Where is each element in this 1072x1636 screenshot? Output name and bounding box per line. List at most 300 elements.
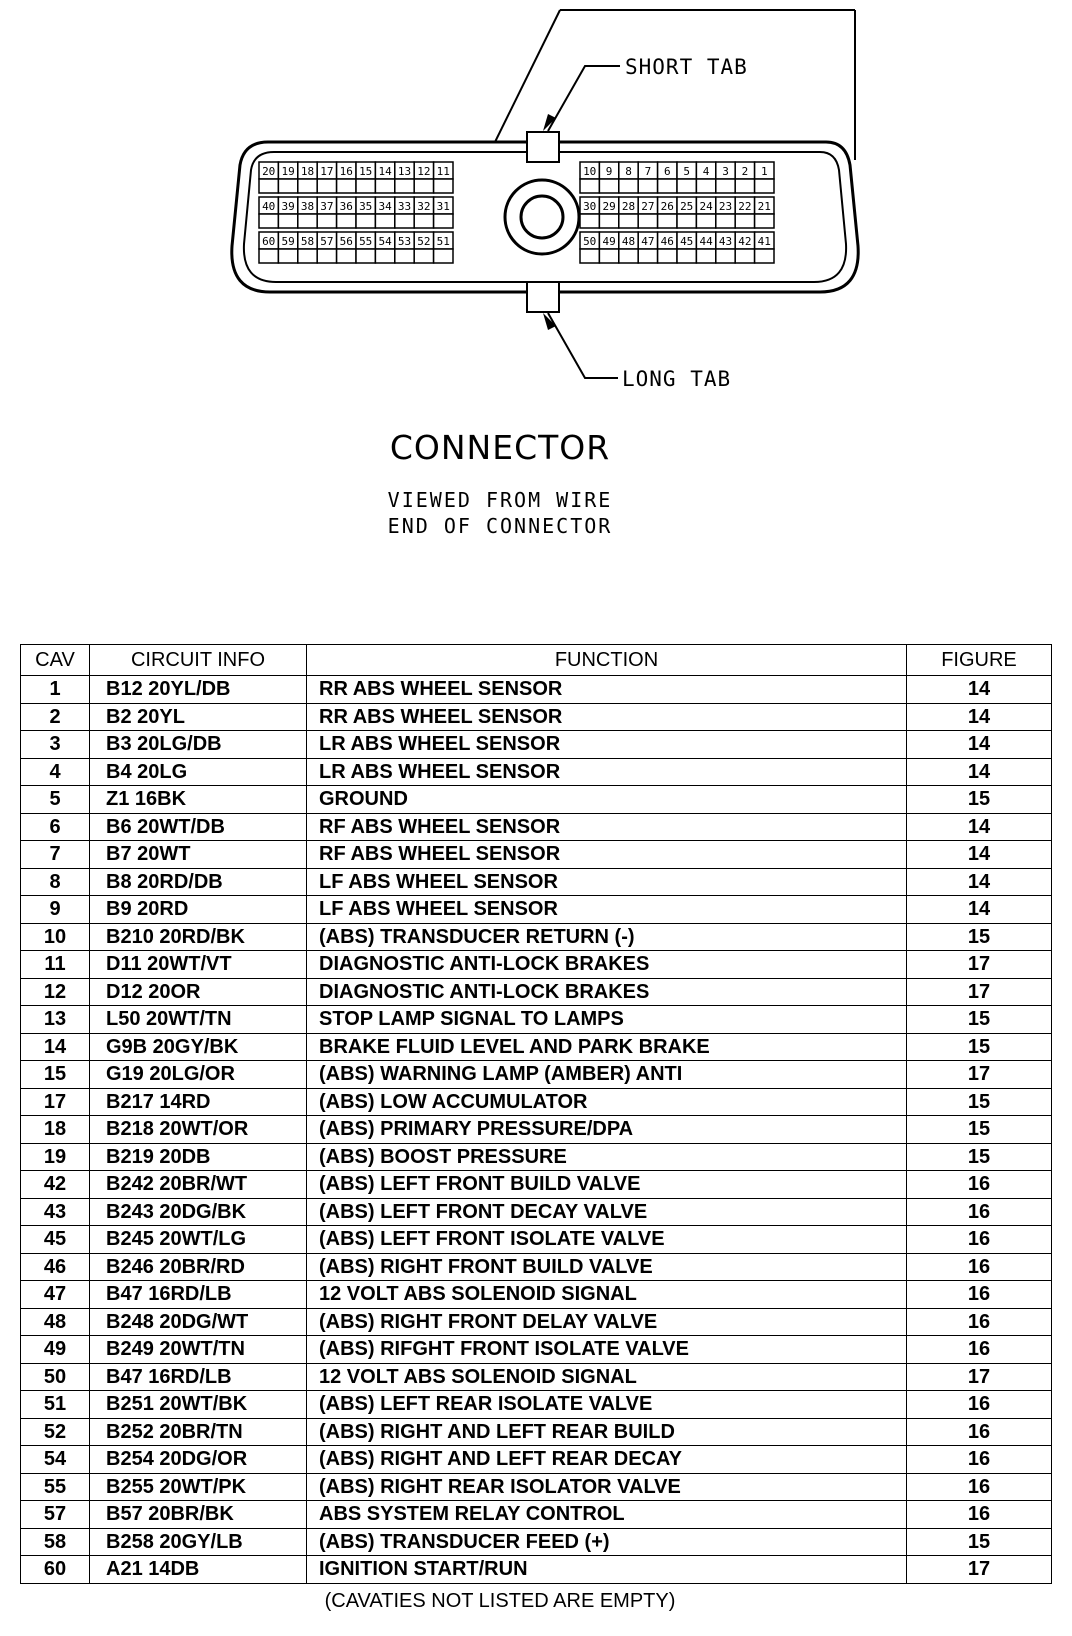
cav-cell: 1 (21, 676, 90, 704)
figure-cell: 16 (907, 1501, 1052, 1529)
pin-number-label: 59 (281, 235, 295, 248)
pin-number-label: 57 (320, 235, 334, 248)
center-post-outer (505, 180, 579, 254)
cav-cell: 3 (21, 731, 90, 759)
figure-cell: 14 (907, 676, 1052, 704)
cav-cell: 10 (21, 923, 90, 951)
connector-title: CONNECTOR (389, 428, 611, 467)
pin-number-label: 30 (583, 200, 597, 213)
cav-cell: 57 (21, 1501, 90, 1529)
circuit-cell: B242 20BR/WT (90, 1171, 307, 1199)
figure-cell: 16 (907, 1171, 1052, 1199)
table-row (21, 731, 1052, 759)
figure-cell: 14 (907, 813, 1052, 841)
figure-cell: 17 (907, 1061, 1052, 1089)
table-row (21, 841, 1052, 869)
figure-cell: 16 (907, 1391, 1052, 1419)
cav-cell: 12 (21, 978, 90, 1006)
table-row (21, 1116, 1052, 1144)
pin-number-label: 34 (378, 200, 392, 213)
center-post-inner (521, 196, 563, 238)
cav-cell: 46 (21, 1253, 90, 1281)
pin-number-label: 31 (436, 200, 450, 213)
pin-number-label: 9 (605, 165, 613, 178)
table-row (21, 1556, 1052, 1584)
short-tab-label: SHORT TAB (625, 55, 748, 79)
pin-cavity (638, 249, 657, 263)
function-cell: 12 VOLT ABS SOLENOID SIGNAL (307, 1363, 907, 1391)
table-row (21, 813, 1052, 841)
figure-cell: 16 (907, 1198, 1052, 1226)
connector-subtitle-line2: END OF CONNECTOR (387, 514, 613, 538)
figure-cell: 14 (907, 703, 1052, 731)
cav-cell: 9 (21, 896, 90, 924)
table-row (21, 1473, 1052, 1501)
table-row (21, 951, 1052, 979)
pin-cavity (619, 249, 638, 263)
circuit-cell: B57 20BR/BK (90, 1501, 307, 1529)
pin-cavity (434, 249, 453, 263)
cav-cell: 49 (21, 1336, 90, 1364)
pin-cavity (658, 214, 677, 228)
function-cell: STOP LAMP SIGNAL TO LAMPS (307, 1006, 907, 1034)
cav-cell: 11 (21, 951, 90, 979)
long-tab-label: LONG TAB (622, 367, 732, 391)
function-cell: (ABS) LEFT FRONT ISOLATE VALVE (307, 1226, 907, 1254)
function-cell: RR ABS WHEEL SENSOR (307, 676, 907, 704)
circuit-cell: G9B 20GY/BK (90, 1033, 307, 1061)
pin-number-label: 54 (378, 235, 392, 248)
function-cell: DIAGNOSTIC ANTI-LOCK BRAKES (307, 951, 907, 979)
pin-cavity (434, 214, 453, 228)
table-row (21, 758, 1052, 786)
circuit-cell: A21 14DB (90, 1556, 307, 1584)
function-cell: (ABS) LEFT FRONT BUILD VALVE (307, 1171, 907, 1199)
function-cell: LF ABS WHEEL SENSOR (307, 868, 907, 896)
pin-cavity (716, 214, 735, 228)
circuit-cell: B254 20DG/OR (90, 1446, 307, 1474)
pin-cavity (259, 214, 278, 228)
cav-cell: 45 (21, 1226, 90, 1254)
table-row (21, 1143, 1052, 1171)
pin-cavity (735, 214, 754, 228)
pin-cavity (658, 179, 677, 193)
table-row (21, 978, 1052, 1006)
figure-cell: 15 (907, 1006, 1052, 1034)
table-row (21, 1253, 1052, 1281)
figure-cell: 16 (907, 1418, 1052, 1446)
pin-number-label: 52 (417, 235, 431, 248)
cav-cell: 17 (21, 1088, 90, 1116)
circuit-cell: B218 20WT/OR (90, 1116, 307, 1144)
pin-cavity (619, 179, 638, 193)
function-cell: (ABS) LOW ACCUMULATOR (307, 1088, 907, 1116)
pin-number-label: 27 (641, 200, 655, 213)
circuit-cell: Z1 16BK (90, 786, 307, 814)
pin-cavity (658, 249, 677, 263)
figure-cell: 14 (907, 731, 1052, 759)
pin-number-label: 39 (281, 200, 295, 213)
figure-cell: 17 (907, 978, 1052, 1006)
pin-cavity (696, 179, 715, 193)
pin-cavity (375, 249, 394, 263)
cav-cell: 51 (21, 1391, 90, 1419)
circuit-cell: D12 20OR (90, 978, 307, 1006)
pin-number-label: 23 (718, 200, 733, 213)
short-tab (527, 132, 559, 162)
pin-cavity (278, 179, 297, 193)
pin-number-label: 10 (583, 165, 597, 178)
table-row (21, 786, 1052, 814)
pin-number-label: 18 (300, 165, 315, 178)
table-row (21, 1033, 1052, 1061)
circuit-cell: B2 20YL (90, 703, 307, 731)
pin-number-label: 13 (397, 165, 412, 178)
pin-number-label: 44 (699, 235, 713, 248)
circuit-cell: B245 20WT/LG (90, 1226, 307, 1254)
pin-number-label: 7 (644, 165, 652, 178)
table-row (21, 1501, 1052, 1529)
pin-number-label: 16 (339, 165, 353, 178)
pin-number-label: 46 (660, 235, 674, 248)
pin-number-label: 35 (359, 200, 373, 213)
table-row (21, 1281, 1052, 1309)
table-row (21, 923, 1052, 951)
circuit-cell: B8 20RD/DB (90, 868, 307, 896)
figure-cell: 15 (907, 1143, 1052, 1171)
pin-number-label: 60 (262, 235, 276, 248)
function-cell: (ABS) LEFT FRONT DECAY VALVE (307, 1198, 907, 1226)
circuit-cell: B248 20DG/WT (90, 1308, 307, 1336)
pin-number-label: 20 (262, 165, 276, 178)
circuit-cell: B255 20WT/PK (90, 1473, 307, 1501)
pin-number-label: 41 (757, 235, 771, 248)
cav-cell: 50 (21, 1363, 90, 1391)
figure-cell: 17 (907, 1363, 1052, 1391)
figure-cell: 17 (907, 1556, 1052, 1584)
figure-cell: 16 (907, 1226, 1052, 1254)
pin-number-label: 28 (621, 200, 636, 213)
circuit-cell: B47 16RD/LB (90, 1363, 307, 1391)
pin-number-label: 32 (417, 200, 431, 213)
pin-number-label: 43 (718, 235, 733, 248)
pin-number-label: 2 (741, 165, 749, 178)
pin-cavity (414, 214, 433, 228)
header-figure: FIGURE (907, 645, 1052, 676)
circuit-cell: B252 20BR/TN (90, 1418, 307, 1446)
circuit-cell: B249 20WT/TN (90, 1336, 307, 1364)
pin-cavity (317, 214, 336, 228)
pin-number-label: 22 (738, 200, 752, 213)
pin-cavity (580, 249, 599, 263)
table-row (21, 676, 1052, 704)
function-cell: (ABS) RIFGHT FRONT ISOLATE VALVE (307, 1336, 907, 1364)
circuit-cell: B210 20RD/BK (90, 923, 307, 951)
circuit-cell: B7 20WT (90, 841, 307, 869)
pin-cavity (638, 179, 657, 193)
figure-cell: 16 (907, 1281, 1052, 1309)
table-header-row (21, 645, 1052, 676)
cav-cell: 5 (21, 786, 90, 814)
function-cell: (ABS) LEFT REAR ISOLATE VALVE (307, 1391, 907, 1419)
table-row (21, 1446, 1052, 1474)
table-row (21, 1006, 1052, 1034)
pin-number-label: 29 (602, 200, 616, 213)
pin-number-label: 14 (378, 165, 392, 178)
pin-number-label: 38 (300, 200, 315, 213)
pin-number-label: 56 (339, 235, 353, 248)
pin-number-label: 15 (359, 165, 373, 178)
circuit-cell: B9 20RD (90, 896, 307, 924)
table-row (21, 1528, 1052, 1556)
pin-number-label: 11 (436, 165, 450, 178)
pin-cavity (317, 179, 336, 193)
cav-cell: 42 (21, 1171, 90, 1199)
long-tab-leader (548, 313, 618, 378)
pin-number-label: 12 (417, 165, 431, 178)
function-cell: RF ABS WHEEL SENSOR (307, 841, 907, 869)
long-tab (527, 282, 559, 312)
circuit-cell: B4 20LG (90, 758, 307, 786)
cav-cell: 48 (21, 1308, 90, 1336)
function-cell: BRAKE FLUID LEVEL AND PARK BRAKE (307, 1033, 907, 1061)
table-row (21, 703, 1052, 731)
pin-number-label: 26 (660, 200, 674, 213)
function-cell: (ABS) WARNING LAMP (AMBER) ANTI (307, 1061, 907, 1089)
function-cell: LR ABS WHEEL SENSOR (307, 758, 907, 786)
circuit-cell: B219 20DB (90, 1143, 307, 1171)
pin-cavity (375, 179, 394, 193)
pin-cavity (278, 249, 297, 263)
cav-cell: 6 (21, 813, 90, 841)
pin-cavity (259, 249, 278, 263)
function-cell: 12 VOLT ABS SOLENOID SIGNAL (307, 1281, 907, 1309)
pin-number-label: 3 (722, 165, 729, 178)
table-row (21, 1171, 1052, 1199)
pin-cavity (414, 179, 433, 193)
pin-cavity (278, 214, 297, 228)
circuit-cell: G19 20LG/OR (90, 1061, 307, 1089)
table-row (21, 868, 1052, 896)
table-row (21, 1363, 1052, 1391)
short-tab-leader (548, 66, 620, 131)
left-pin-grid (259, 162, 453, 263)
cav-cell: 19 (21, 1143, 90, 1171)
pin-number-label: 5 (683, 165, 691, 178)
pin-cavity (298, 214, 317, 228)
pin-number-label: 21 (757, 200, 771, 213)
table-row (21, 1418, 1052, 1446)
pin-cavity (317, 249, 336, 263)
pin-cavity (755, 179, 774, 193)
pin-number-label: 8 (625, 165, 632, 178)
function-cell: RF ABS WHEEL SENSOR (307, 813, 907, 841)
pin-number-label: 33 (397, 200, 412, 213)
function-cell: GROUND (307, 786, 907, 814)
cav-cell: 2 (21, 703, 90, 731)
pin-number-label: 1 (760, 165, 768, 178)
function-cell: (ABS) RIGHT AND LEFT REAR DECAY (307, 1446, 907, 1474)
figure-cell: 16 (907, 1253, 1052, 1281)
pin-cavity (599, 179, 618, 193)
circuit-cell: B251 20WT/BK (90, 1391, 307, 1419)
pin-number-label: 36 (339, 200, 353, 213)
pin-cavity (735, 249, 754, 263)
cav-cell: 7 (21, 841, 90, 869)
function-cell: (ABS) PRIMARY PRESSURE/DPA (307, 1116, 907, 1144)
figure-cell: 15 (907, 786, 1052, 814)
cav-cell: 58 (21, 1528, 90, 1556)
pin-cavity (580, 214, 599, 228)
table-row (21, 1226, 1052, 1254)
pin-number-label: 53 (397, 235, 412, 248)
figure-cell: 15 (907, 923, 1052, 951)
cav-cell: 60 (21, 1556, 90, 1584)
figure-cell: 15 (907, 1528, 1052, 1556)
table-row (21, 896, 1052, 924)
pin-cavity (414, 249, 433, 263)
circuit-cell: B6 20WT/DB (90, 813, 307, 841)
figure-cell: 14 (907, 841, 1052, 869)
connector-subtitle-line1: VIEWED FROM WIRE (387, 488, 613, 512)
figure-cell: 16 (907, 1473, 1052, 1501)
function-cell: (ABS) RIGHT AND LEFT REAR BUILD (307, 1418, 907, 1446)
pin-cavity (755, 249, 774, 263)
circuit-cell: D11 20WT/VT (90, 951, 307, 979)
pin-cavity (434, 179, 453, 193)
pin-cavity (337, 214, 356, 228)
pin-number-label: 47 (641, 235, 655, 248)
cav-cell: 43 (21, 1198, 90, 1226)
table-row (21, 1308, 1052, 1336)
figure-cell: 14 (907, 896, 1052, 924)
cav-cell: 55 (21, 1473, 90, 1501)
pin-number-label: 50 (583, 235, 597, 248)
pin-cavity (298, 179, 317, 193)
pin-cavity (677, 249, 696, 263)
pin-cavity (599, 214, 618, 228)
header-cav: CAV (21, 645, 90, 676)
pin-cavity (580, 179, 599, 193)
pin-number-label: 58 (300, 235, 315, 248)
pin-cavity (638, 214, 657, 228)
pin-cavity (696, 249, 715, 263)
cav-cell: 14 (21, 1033, 90, 1061)
pin-cavity (619, 214, 638, 228)
pin-number-label: 17 (320, 165, 334, 178)
cav-cell: 18 (21, 1116, 90, 1144)
figure-cell: 16 (907, 1336, 1052, 1364)
circuit-cell: B243 20DG/BK (90, 1198, 307, 1226)
pin-cavity (755, 214, 774, 228)
function-cell: (ABS) RIGHT REAR ISOLATOR VALVE (307, 1473, 907, 1501)
function-cell: RR ABS WHEEL SENSOR (307, 703, 907, 731)
pin-cavity (395, 214, 414, 228)
pin-cavity (356, 214, 375, 228)
header-function: FUNCTION (307, 645, 907, 676)
cav-cell: 54 (21, 1446, 90, 1474)
table-body (21, 676, 1052, 1584)
cav-cell: 8 (21, 868, 90, 896)
pin-cavity (735, 179, 754, 193)
pin-cavity (395, 179, 414, 193)
table-row (21, 1336, 1052, 1364)
pin-number-label: 49 (602, 235, 616, 248)
circuit-cell: B217 14RD (90, 1088, 307, 1116)
pin-cavity (716, 179, 735, 193)
function-cell: LF ABS WHEEL SENSOR (307, 896, 907, 924)
pin-number-label: 55 (359, 235, 373, 248)
function-cell: IGNITION START/RUN (307, 1556, 907, 1584)
circuit-cell: B3 20LG/DB (90, 731, 307, 759)
right-pin-grid (580, 162, 774, 263)
function-cell: (ABS) TRANSDUCER RETURN (-) (307, 923, 907, 951)
pin-number-label: 25 (680, 200, 694, 213)
figure-cell: 16 (907, 1446, 1052, 1474)
table-footnote: (CAVATIES NOT LISTED ARE EMPTY) (324, 1590, 676, 1612)
pin-number-label: 40 (262, 200, 276, 213)
pin-cavity (337, 249, 356, 263)
cav-cell: 13 (21, 1006, 90, 1034)
cav-cell: 4 (21, 758, 90, 786)
figure-cell: 17 (907, 951, 1052, 979)
pin-cavity (677, 214, 696, 228)
circuit-cell: B12 20YL/DB (90, 676, 307, 704)
function-cell: (ABS) RIGHT FRONT BUILD VALVE (307, 1253, 907, 1281)
figure-cell: 15 (907, 1088, 1052, 1116)
cav-cell: 47 (21, 1281, 90, 1309)
pin-cavity (716, 249, 735, 263)
cavity-wiring-table (20, 644, 1052, 1584)
cav-cell: 52 (21, 1418, 90, 1446)
pin-cavity (375, 214, 394, 228)
table-row (21, 1391, 1052, 1419)
pin-number-label: 4 (702, 165, 710, 178)
pin-cavity (298, 249, 317, 263)
circuit-cell: L50 20WT/TN (90, 1006, 307, 1034)
connector-diagram (0, 0, 1072, 420)
cav-cell: 15 (21, 1061, 90, 1089)
pin-number-label: 6 (663, 165, 671, 178)
pin-number-label: 24 (699, 200, 713, 213)
pin-cavity (599, 249, 618, 263)
pin-number-label: 51 (436, 235, 450, 248)
figure-cell: 15 (907, 1033, 1052, 1061)
figure-cell: 15 (907, 1116, 1052, 1144)
circuit-cell: B246 20BR/RD (90, 1253, 307, 1281)
pin-number-label: 42 (738, 235, 752, 248)
table-row (21, 1198, 1052, 1226)
header-circuit-info: CIRCUIT INFO (90, 645, 307, 676)
figure-cell: 14 (907, 868, 1052, 896)
figure-cell: 16 (907, 1308, 1052, 1336)
circuit-cell: B47 16RD/LB (90, 1281, 307, 1309)
function-cell: (ABS) BOOST PRESSURE (307, 1143, 907, 1171)
pin-number-label: 19 (281, 165, 295, 178)
pin-cavity (337, 179, 356, 193)
circuit-cell: B258 20GY/LB (90, 1528, 307, 1556)
table-row (21, 1088, 1052, 1116)
pin-number-label: 48 (621, 235, 636, 248)
pin-number-label: 37 (320, 200, 334, 213)
function-cell: LR ABS WHEEL SENSOR (307, 731, 907, 759)
function-cell: (ABS) TRANSDUCER FEED (+) (307, 1528, 907, 1556)
pin-cavity (356, 249, 375, 263)
pin-cavity (259, 179, 278, 193)
table-row (21, 1061, 1052, 1089)
pin-number-label: 45 (680, 235, 694, 248)
function-cell: (ABS) RIGHT FRONT DELAY VALVE (307, 1308, 907, 1336)
